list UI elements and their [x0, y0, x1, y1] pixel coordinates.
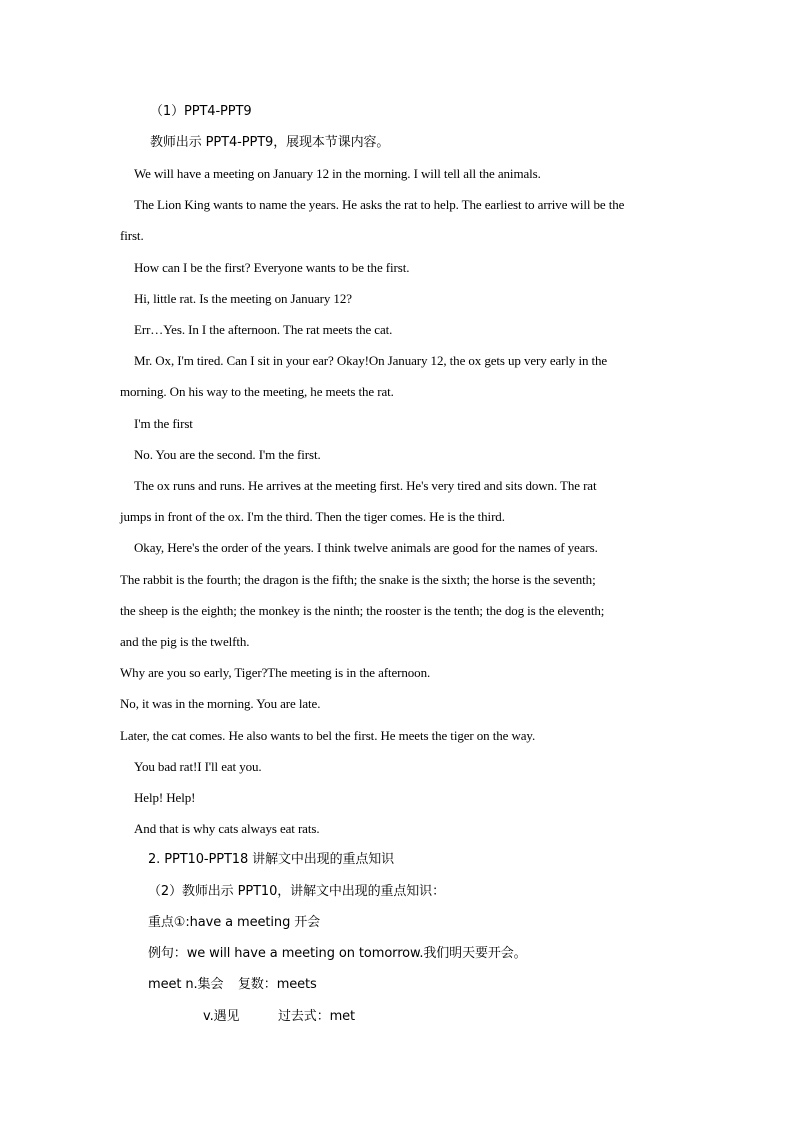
paragraph: The rabbit is the fourth; the dragon is the fifth; the snake is the sixth; the horse is the seventh;: [120, 572, 596, 587]
paragraph: Okay, Here's the order of the years. I think twelve animals are good for the names of years.: [134, 540, 598, 555]
paragraph: The Lion King wants to name the years. He asks the rat to help. The earliest to arrive will be the: [134, 197, 625, 212]
paragraph: You bad rat!I I'll eat you.: [134, 759, 262, 774]
paragraph: I'm the first: [134, 416, 193, 431]
paragraph: We will have a meeting on January 12 in the morning. I will tell all the animals.: [134, 166, 541, 181]
vocab-noun: meet n.集会: [148, 977, 224, 992]
paragraph: and the pig is the twelfth.: [120, 634, 250, 649]
paragraph: How can I be the first? Everyone wants to be the first.: [134, 260, 410, 275]
paragraph: Later, the cat comes. He also wants to bel the first. He meets the tiger on the way.: [120, 728, 536, 743]
paragraph: And that is why cats always eat rats.: [134, 821, 320, 836]
paragraph: jumps in front of the ox. I'm the third. Then the tiger comes. He is the third.: [120, 509, 505, 524]
paragraph: Err…Yes. In I the afternoon. The rat meets the cat.: [134, 322, 393, 337]
sub-heading: （2）教师出示 PPT10，讲解文中出现的重点知识：: [148, 884, 445, 899]
section-heading-1: （1）PPT4-PPT9: [150, 104, 252, 119]
paragraph: morning. On his way to the meeting, he meets the rat.: [120, 384, 394, 399]
example-sentence: 例句：we will have a meeting on tomorrow.我们明天要开会。: [148, 946, 527, 961]
paragraph: the sheep is the eighth; the monkey is the ninth; the rooster is the tenth; the dog is the eleventh;: [120, 603, 605, 618]
section-heading-2: 2. PPT10-PPT18 讲解文中出现的重点知识: [148, 852, 395, 867]
paragraph: first.: [120, 228, 144, 243]
key-point: 重点①:have a meeting 开会: [148, 915, 321, 930]
vocab-plural: 复数：meets: [238, 977, 317, 992]
vocab-past-tense: 过去式：met: [278, 1009, 356, 1024]
paragraph: Mr. Ox, I'm tired. Can I sit in your ear? Okay!On January 12, the ox gets up very early in the: [134, 353, 608, 368]
paragraph: The ox runs and runs. He arrives at the meeting first. He's very tired and sits down. The rat: [134, 478, 597, 493]
vocab-verb: v.遇见: [203, 1009, 240, 1024]
paragraph: Hi, little rat. Is the meeting on January 12?: [134, 291, 352, 306]
paragraph: Why are you so early, Tiger?The meeting is in the afternoon.: [120, 665, 431, 680]
paragraph: Help! Help!: [134, 790, 196, 805]
paragraph: No, it was in the morning. You are late.: [120, 696, 321, 711]
paragraph: 教师出示 PPT4-PPT9，展现本节课内容。: [150, 135, 390, 150]
paragraph: No. You are the second. I'm the first.: [134, 447, 321, 462]
